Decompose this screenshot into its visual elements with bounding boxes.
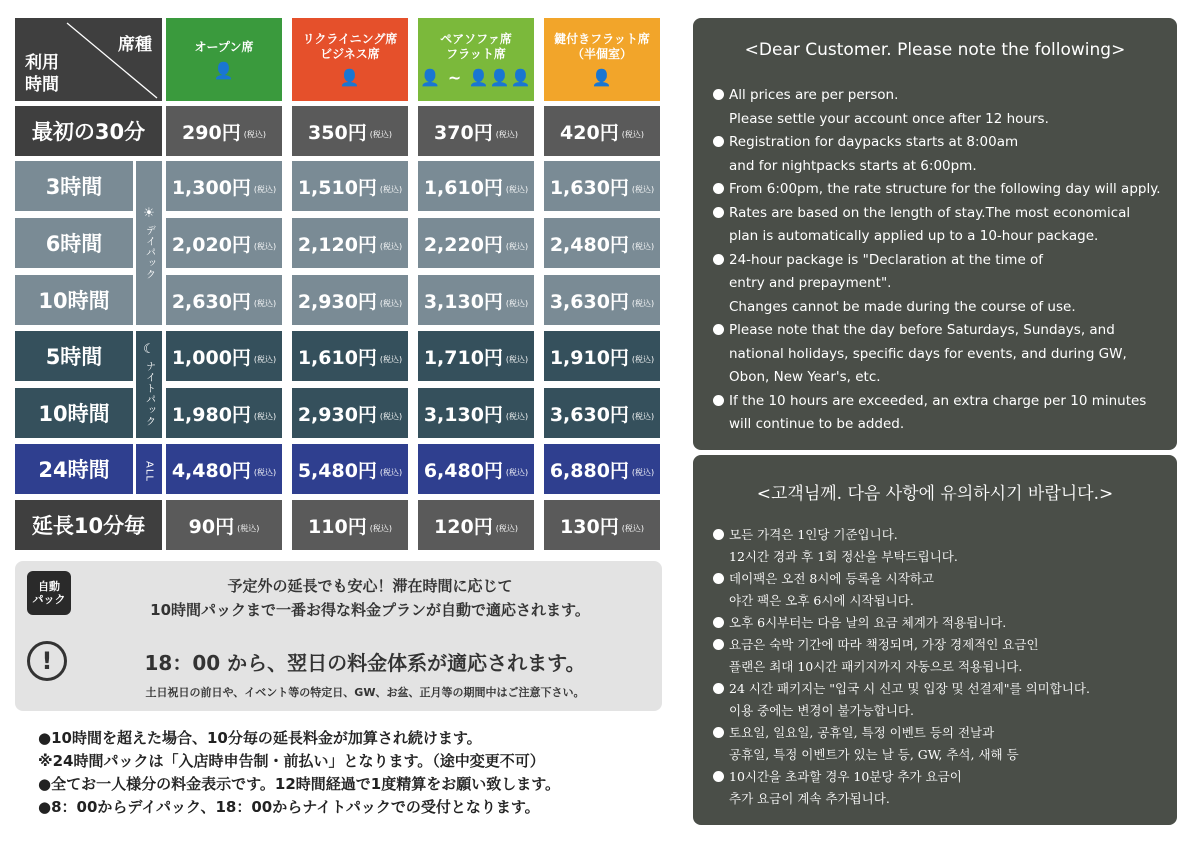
seat-type-label: 席種 [118,35,152,55]
note-line: ●全てお一人様分の料金表示です。12時間経過で1度精算をお願い致します。 [38,775,561,793]
price-value: 420円 [560,121,619,144]
moon-icon: ☾ [143,342,155,357]
price-value: 1,710円 [423,346,503,369]
note-line: ●10時間を超えた場合、10分毎の延長料金が加算され続けます。 [38,729,482,747]
tax-included-label: (税込) [621,523,644,533]
seat-header-label: リクライニング席 ビジネス席 [302,32,398,61]
price-cell [544,444,660,494]
seat-header-3 [418,18,534,101]
price-value: 120円 [434,515,493,538]
price-cell [166,161,282,211]
price-value: 5,480円 [297,459,377,482]
row-label: 10時間 [15,388,133,438]
notice-item: 요금은 숙박 기간에 따라 책정되며, 가장 경제적인 요금인 플랜은 최대 10시간 패키지까지 자동으로 적용됩니다. [709,634,1177,678]
price-cell [292,444,408,494]
notice-item: 24-hour package is "Declaration at the time of entry and prepayment". Changes cannot be made during the course of use. [709,249,1177,320]
notice-item: 10시간을 초과할 경우 10분당 추가 요금이 추가 요금이 계속 추가됩니다. [709,766,1177,810]
tax-included-label: (税込) [505,298,529,308]
tax-included-label: (税込) [237,523,260,533]
price-value: 1,980円 [171,403,251,426]
korean-notice-title: <고객님께. 다음 사항에 유의하시기 바랍니다.> [756,484,1114,504]
price-value: 350円 [308,121,367,144]
info-line-1: 予定外の延長でも安心！滞在時間に応じて [227,577,513,595]
price-cell [292,388,408,438]
pack-group-label [136,444,162,494]
price-cell [418,444,534,494]
price-value: 1,610円 [297,346,377,369]
info-line-2: 10時間パックまで一番お得な料金プランが自動で適応されます。 [150,601,590,619]
tax-included-label: (税込) [379,467,403,477]
seat-header-2 [292,18,408,101]
price-value: 6,880円 [549,459,629,482]
price-value: 3,130円 [423,403,503,426]
tax-included-label: (税込) [621,129,644,139]
notice-item: All prices are per person. Please settle your account once after 12 hours. [709,84,1177,131]
price-value: 2,930円 [297,290,377,313]
pack-group-text: ALL [143,460,155,482]
price-value: 1,000円 [171,346,251,369]
price-cell [544,275,660,325]
row-label: 最初の30分 [15,106,162,156]
tax-included-label: (税込) [379,411,403,421]
notice-item: Rates are based on the length of stay.The most economical plan is automatically applied up to a 10-hour package. [709,202,1177,249]
pack-group-label [136,161,162,325]
usage-time-label: 利用 時間 [25,53,59,95]
english-notice-panel [693,18,1177,450]
tax-included-label: (税込) [253,298,277,308]
price-value: 90円 [188,515,235,538]
tax-included-label: (税込) [505,241,529,251]
price-value: 3,630円 [549,290,629,313]
price-cell [166,331,282,381]
tax-included-label: (税込) [631,241,655,251]
price-cell [544,161,660,211]
row-label: 延長10分毎 [15,500,162,550]
price-cell [292,106,408,156]
seat-header-4 [544,18,660,101]
table-corner [15,18,162,101]
price-cell [544,500,660,550]
auto-pack-icon: 自動 パック [27,571,71,615]
row-label: 3時間 [15,161,133,211]
tax-included-label: (税込) [253,241,277,251]
price-cell [292,275,408,325]
person-icon: 👤 ~ 👤👤👤 [420,68,532,87]
info-line-3: 18：00 から、翌日の料金体系が適応されます。 [144,651,586,675]
price-cell [418,161,534,211]
tax-included-label: (税込) [253,184,277,194]
price-cell [544,218,660,268]
price-cell [418,218,534,268]
notice-item: 토요일, 일요일, 공휴일, 특정 이벤트 등의 전날과 공휴일, 특정 이벤트가 있는 날 등, GW, 추석, 새해 등 [709,722,1177,766]
price-value: 2,930円 [297,403,377,426]
price-cell [292,500,408,550]
price-value: 290円 [182,121,241,144]
price-cell [418,331,534,381]
price-value: 370円 [434,121,493,144]
price-cell [166,500,282,550]
tax-included-label: (税込) [631,354,655,364]
tax-included-label: (税込) [631,411,655,421]
price-value: 2,220円 [423,233,503,256]
info-box [15,561,662,711]
notes-list [38,727,560,819]
seat-header-label: 鍵付きフラット席 （半個室） [554,32,650,61]
tax-included-label: (税込) [505,184,529,194]
tax-included-label: (税込) [379,354,403,364]
price-cell [418,500,534,550]
korean-notice-panel [693,455,1177,825]
notice-item: 데이팩은 오전 8시에 등록을 시작하고 야간 팩은 오후 6시에 시작됩니다. [709,568,1177,612]
price-value: 1,910円 [549,346,629,369]
tax-included-label: (税込) [379,184,403,194]
row-label: 10時間 [15,275,133,325]
notice-item: 모든 가격은 1인당 기준입니다. 12시간 경과 후 1회 정산을 부탁드립니다. [709,524,1177,568]
price-cell [166,388,282,438]
price-cell [166,218,282,268]
sun-icon: ☀ [143,206,155,221]
tax-included-label: (税込) [495,523,518,533]
price-cell [418,275,534,325]
price-value: 130円 [560,515,619,538]
tax-included-label: (税込) [253,354,277,364]
row-label: 24時間 [15,444,133,494]
notice-item: Registration for daypacks starts at 8:00am and for nightpacks starts at 6:00pm. [709,131,1177,178]
tax-included-label: (税込) [495,129,518,139]
tax-included-label: (税込) [631,184,655,194]
pack-group-text: デイパック [143,225,155,280]
tax-included-label: (税込) [379,298,403,308]
notice-item: 오후 6시부터는 다음 날의 요금 체계가 적용됩니다. [709,612,1177,634]
note-line: ●8：00からデイパック、18：00からナイトパックでの受付となります。 [38,798,540,816]
price-cell [292,161,408,211]
tax-included-label: (税込) [505,354,529,364]
price-cell [166,106,282,156]
row-label: 6時間 [15,218,133,268]
price-value: 1,610円 [423,176,503,199]
price-cell [418,388,534,438]
tax-included-label: (税込) [369,523,392,533]
notice-item: From 6:00pm, the rate structure for the following day will apply. [709,178,1177,202]
note-line: ※24時間パックは「入店時申告制・前払い」となります。（途中変更不可） [38,752,545,770]
price-value: 1,510円 [297,176,377,199]
tax-included-label: (税込) [505,411,529,421]
price-cell [544,388,660,438]
tax-included-label: (税込) [253,411,277,421]
price-value: 2,120円 [297,233,377,256]
price-value: 2,630円 [171,290,251,313]
price-cell [166,275,282,325]
tax-included-label: (税込) [369,129,392,139]
pack-group-label [136,331,162,438]
tax-included-label: (税込) [631,467,655,477]
notice-item: 24 시간 패키지는 "입국 시 신고 및 입장 및 선결제"를 의미합니다. 이용 중에는 변경이 불가능합니다. [709,678,1177,722]
price-value: 2,480円 [549,233,629,256]
pack-group-text: ナイトパック [143,361,155,427]
price-value: 4,480円 [171,459,251,482]
price-value: 1,300円 [171,176,251,199]
person-icon: 👤 [213,60,235,80]
tax-included-label: (税込) [505,467,529,477]
tax-included-label: (税込) [253,467,277,477]
price-cell [418,106,534,156]
seat-header-1 [166,18,282,101]
price-cell [292,331,408,381]
notice-item: Please note that the day before Saturdays, Sundays, and national holidays, specific days for events, and during GW, Obon, New Year's, etc. [709,319,1177,390]
price-value: 2,020円 [171,233,251,256]
price-value: 110円 [308,515,367,538]
info-line-4: 土日祝日の前日や、イベント等の特定日、GW、お盆、正月等の期間中はご注意下さい。 [145,686,585,699]
price-cell [166,444,282,494]
price-value: 1,630円 [549,176,629,199]
price-value: 3,130円 [423,290,503,313]
price-cell [292,218,408,268]
tax-included-label: (税込) [243,129,266,139]
notice-item: If the 10 hours are exceeded, an extra charge per 10 minutes will continue to be added. [709,390,1177,437]
price-value: 3,630円 [549,403,629,426]
english-notice-title: <Dear Customer. Please note the following> [744,40,1126,60]
person-icon: 👤 [591,68,613,87]
price-cell [544,106,660,156]
tax-included-label: (税込) [631,298,655,308]
exclamation-icon: ! [27,641,67,681]
seat-header-label: オープン席 [194,39,254,54]
person-icon: 👤 [339,68,361,87]
seat-header-label: ペアソファ席 フラット席 [440,32,512,61]
price-value: 6,480円 [423,459,503,482]
price-cell [544,331,660,381]
row-label: 5時間 [15,331,133,381]
tax-included-label: (税込) [379,241,403,251]
